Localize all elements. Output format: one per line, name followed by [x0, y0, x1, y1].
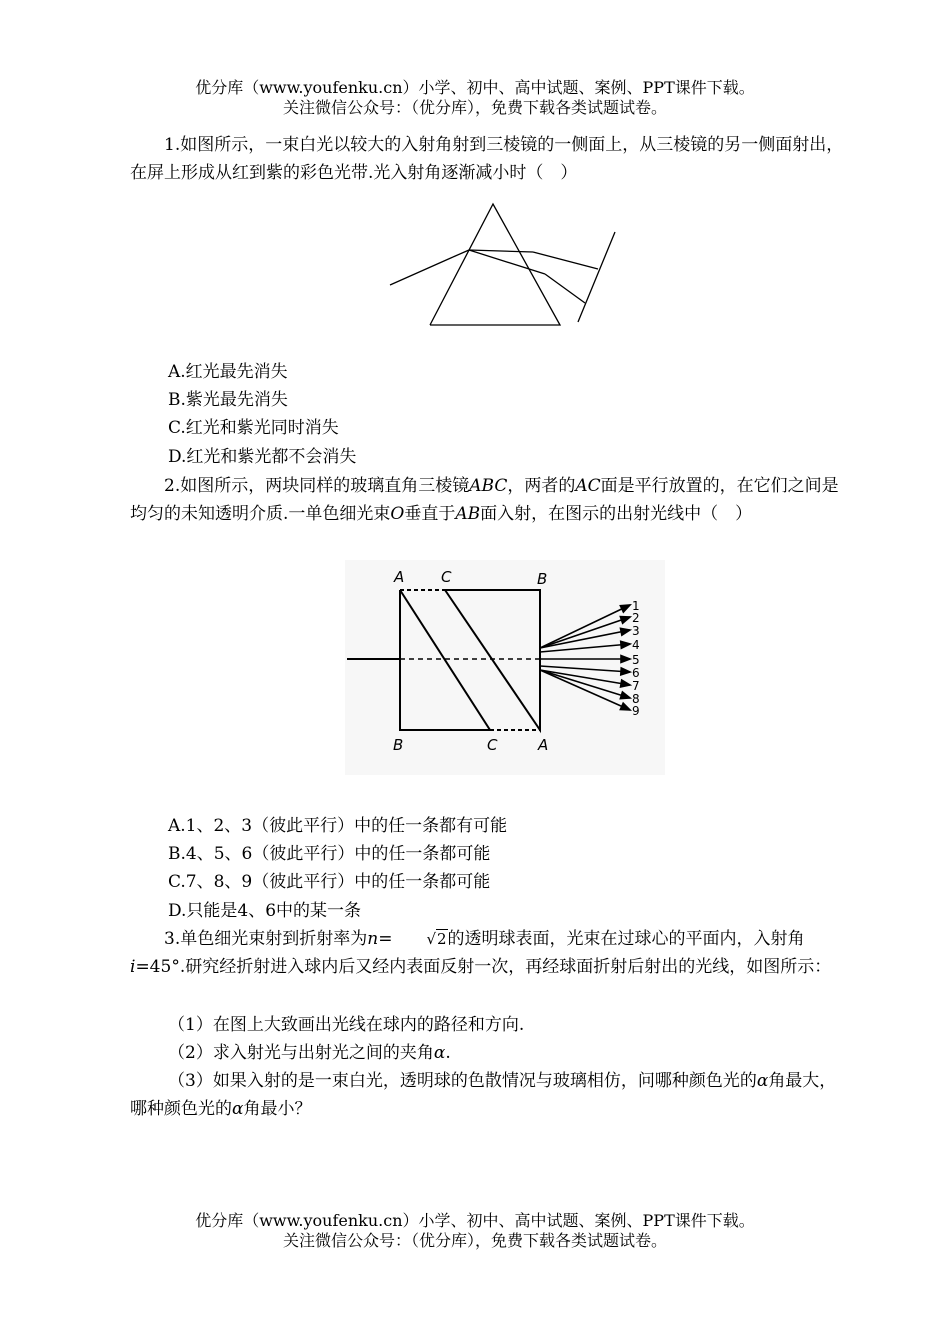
incident-ray [390, 257, 453, 285]
q2-option-a: A.1、2、3（彼此平行）中的任一条都有可能 [168, 816, 508, 836]
footer-line-2: 关注微信公众号：（优分库），免费下载各类试题试卷。 [282, 1231, 667, 1250]
label-c-top: C [441, 568, 452, 586]
ray-label-4: 4 [632, 638, 640, 652]
footer-line-1: 优分库（www.youfenku.cn）小学、初中、高中试题、案例、PPT课件下载。 [195, 1211, 755, 1230]
label-b-top: B [537, 570, 548, 588]
header-line-2: 关注微信公众号：（优分库），免费下载各类试题试卷。 [282, 98, 667, 117]
label-c-bottom: C [487, 736, 498, 754]
q1-option-b: B.紫光最先消失 [168, 390, 288, 410]
q2-option-b: B.4、5、6（彼此平行）中的任一条都可能 [168, 844, 491, 864]
ray-label-9: 9 [632, 704, 640, 718]
q3-stem: 3.单色细光束射到折射率为n= √2的透明球表面，光束在过球心的平面内，入射角i=45°.研究经折射进入球内后又经内表面反射一次，再经球面折射后射出的光线，如图所示： [130, 925, 850, 981]
q1-option-a: A.红光最先消失 [168, 362, 288, 382]
header-line-1: 优分库（www.youfenku.cn）小学、初中、高中试题、案例、PPT课件下载。 [195, 78, 755, 97]
label-a-top: A [394, 568, 405, 586]
prism-triangle [430, 204, 560, 325]
double-prism-figure [345, 560, 665, 775]
ray-label-3: 3 [632, 624, 640, 638]
emerging-ray-red [533, 252, 598, 269]
q3-sub-3: （3）如果入射的是一束白光，透明球的色散情况与玻璃相仿，问哪种颜色光的α角最大，哪种颜色光的α角最小？ [130, 1071, 837, 1119]
label-b-bottom: B [393, 736, 404, 754]
ray-label-7: 7 [632, 679, 640, 693]
inside-ray-lower [469, 250, 545, 274]
q3-sub-2: （2）求入射光与出射光之间的夹角α. [168, 1043, 451, 1063]
ray-label-6: 6 [632, 666, 640, 680]
q1-option-d: D.红光和紫光都不会消失 [168, 447, 357, 467]
ray-label-2: 2 [632, 611, 640, 625]
label-a-bottom: A [538, 736, 549, 754]
q2-option-d: D.只能是4、6中的某一条 [168, 901, 362, 921]
sqrt-symbol: √2 [426, 930, 447, 948]
q2-option-c: C.7、8、9（彼此平行）中的任一条都可能 [168, 872, 491, 892]
screen-line [578, 232, 615, 322]
ray-label-5: 5 [632, 653, 640, 667]
ray-label-1: 1 [632, 599, 640, 613]
ray-label-8: 8 [632, 692, 640, 706]
q1-option-c: C.红光和紫光同时消失 [168, 418, 339, 438]
q3-sub-1: （1）在图上大致画出光线在球内的路径和方向. [168, 1015, 525, 1035]
inside-ray-upper [469, 250, 533, 252]
q2-stem: 2.如图所示，两块同样的玻璃直角三棱镜ABC，两者的AC面是平行放置的，在它们之间是均匀的未知透明介质.一单色细光束O垂直于AB面入射，在图示的出射光线中（ ） [130, 476, 839, 524]
prism-figure [385, 200, 625, 330]
emerging-ray-violet [545, 274, 585, 303]
q1-stem: 1.如图所示，一束白光以较大的入射角射到三棱镜的一侧面上，从三棱镜的另一侧面射出，在屏上形成从红到紫的彩色光带.光入射角逐渐减小时（ ） [130, 135, 844, 183]
